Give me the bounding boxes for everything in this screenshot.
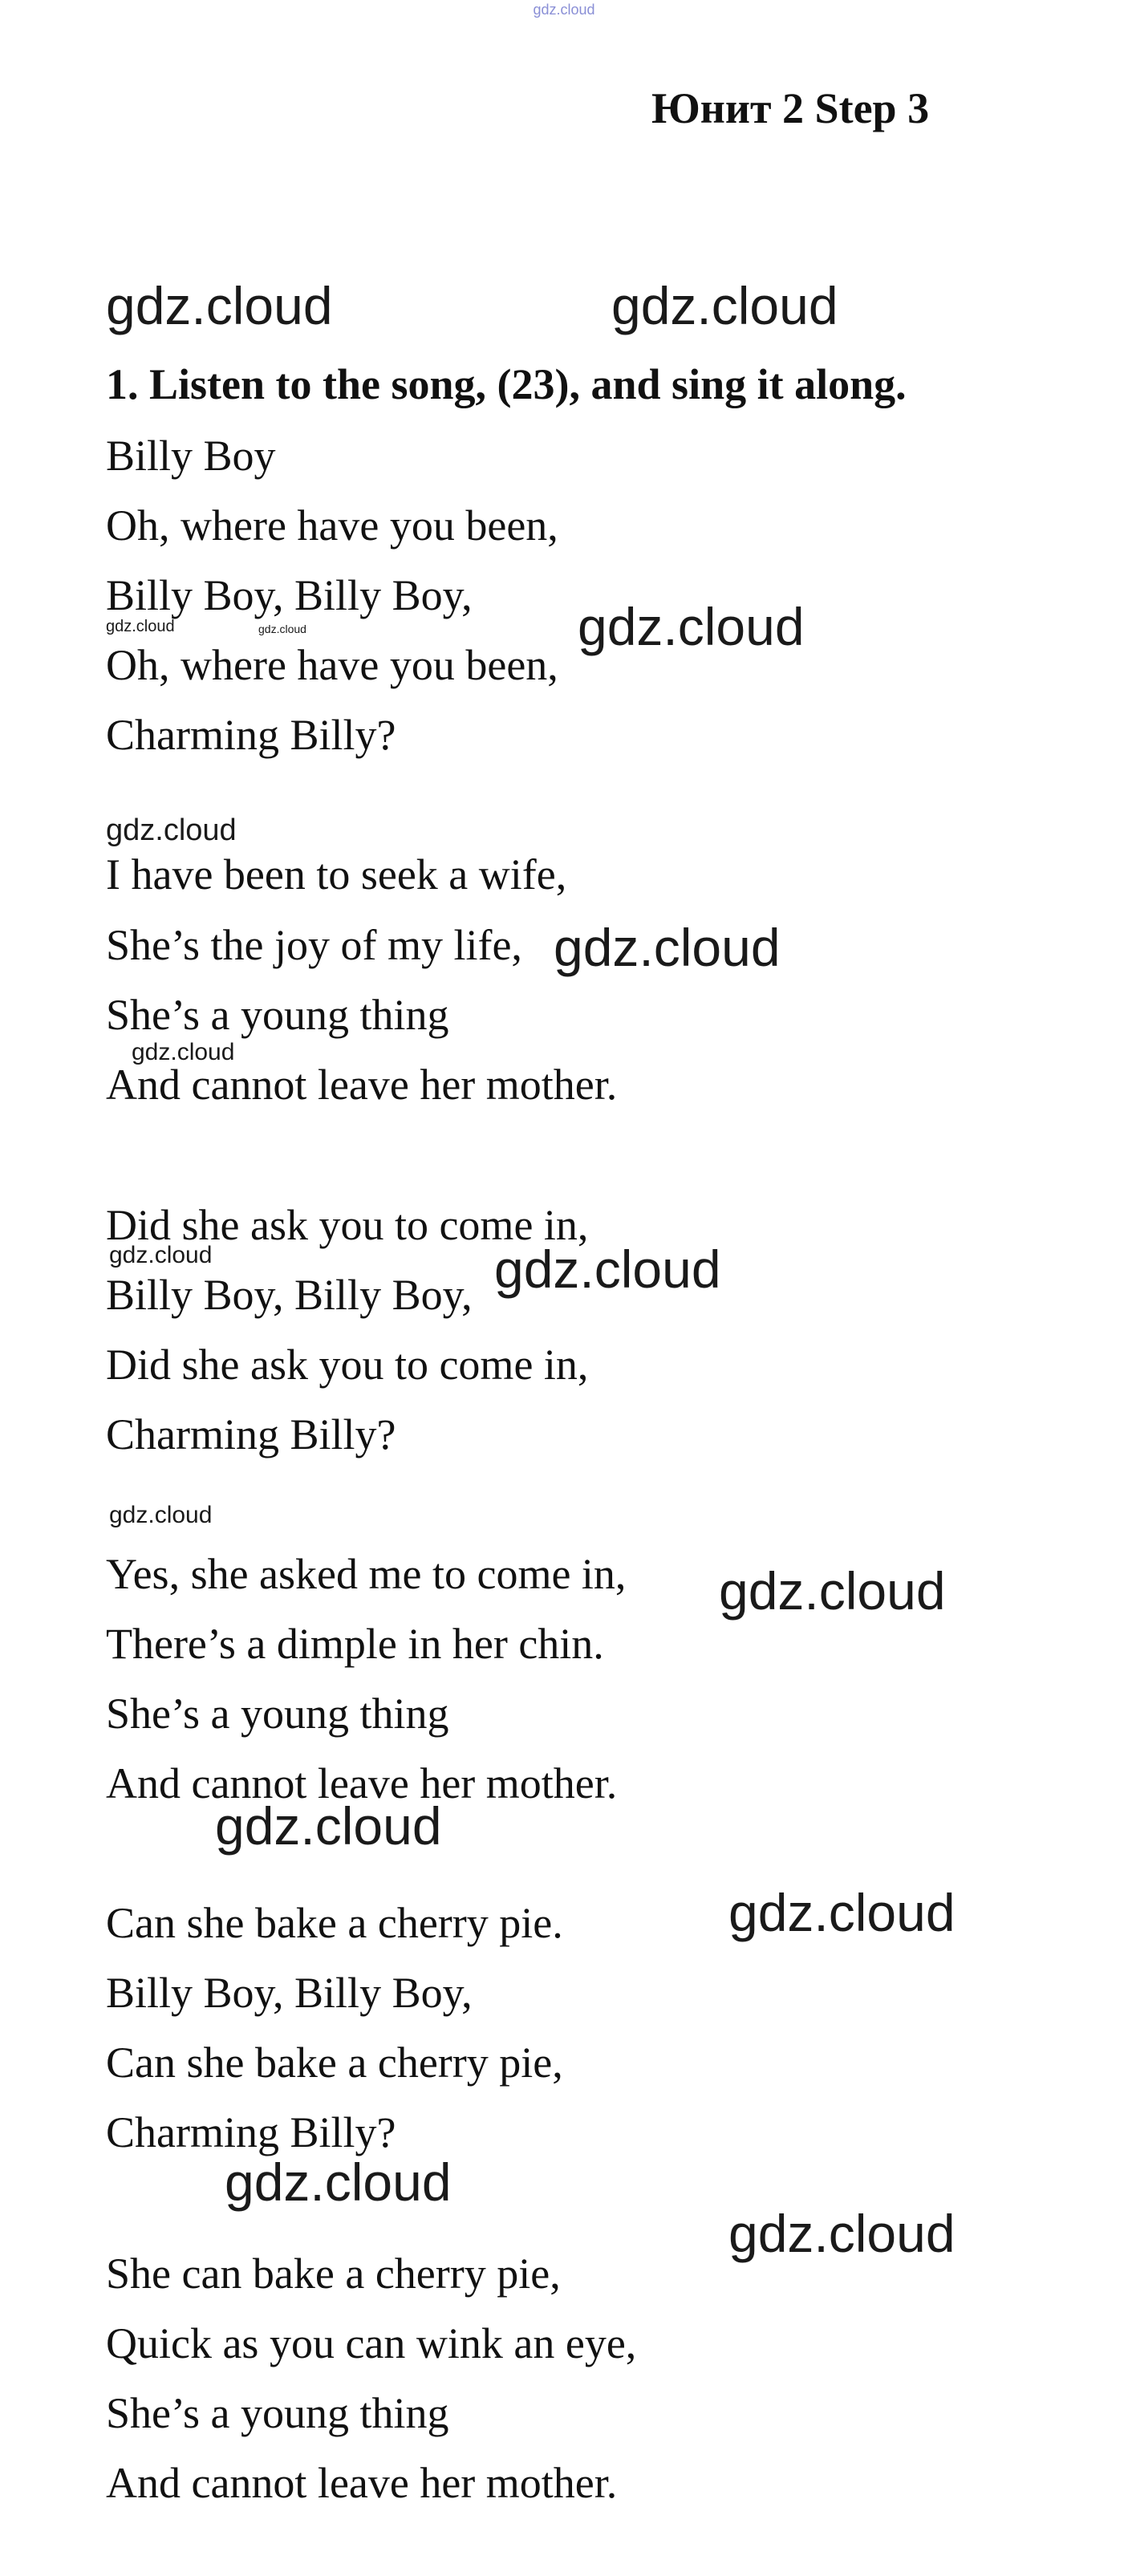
song-line: Charming Billy? (106, 711, 396, 759)
song-line: And cannot leave her mother. (106, 1061, 618, 1109)
watermark: gdz.cloud (494, 1239, 721, 1299)
watermark: gdz.cloud (225, 2152, 452, 2212)
watermark: gdz.cloud (611, 276, 838, 335)
song-line: Billy Boy, Billy Boy, (106, 571, 473, 619)
song-line: Oh, where have you been, (106, 501, 558, 550)
watermark: gdz.cloud (106, 276, 333, 335)
watermark: gdz.cloud (215, 1796, 442, 1856)
song-line: She’s a young thing (106, 2389, 449, 2437)
watermark: gdz.cloud (258, 623, 306, 635)
watermark: gdz.cloud (109, 1242, 213, 1268)
song-line: She’s a young thing (106, 1690, 449, 1738)
song-line: Did she ask you to come in, (106, 1341, 589, 1389)
song-line: She’s the joy of my life, (106, 921, 522, 969)
watermark: gdz.cloud (728, 1883, 956, 1942)
top-watermark: gdz.cloud (533, 2, 595, 18)
song-line: Can she bake a cherry pie. (106, 1899, 563, 1947)
watermark: gdz.cloud (554, 918, 781, 977)
song-line: She’s a young thing (106, 991, 449, 1039)
song-title: Billy Boy (106, 432, 276, 480)
song-line: Yes, she asked me to come in, (106, 1550, 627, 1598)
watermark: gdz.cloud (578, 597, 805, 656)
watermark: gdz.cloud (106, 618, 175, 635)
song-line: She can bake a cherry pie, (106, 2249, 561, 2298)
song-line: Billy Boy, Billy Boy, (106, 1271, 473, 1319)
watermark: gdz.cloud (106, 813, 237, 847)
watermark: gdz.cloud (728, 2204, 956, 2263)
watermark: gdz.cloud (109, 1502, 213, 1528)
song-line: And cannot leave her mother. (106, 1759, 618, 1807)
song-line: Oh, where have you been, (106, 641, 558, 689)
song-line: Billy Boy, Billy Boy, (106, 1969, 473, 2017)
watermark: gdz.cloud (719, 1561, 946, 1621)
song-line: Quick as you can wink an eye, (106, 2319, 637, 2367)
song-line: Can she bake a cherry pie, (106, 2038, 563, 2087)
song-line: Charming Billy? (106, 1410, 396, 1458)
task-title: 1. Listen to the song, (23), and sing it along. (106, 360, 907, 408)
song-line: Charming Billy? (106, 2108, 396, 2156)
song-line: I have been to seek a wife, (106, 850, 567, 899)
watermark: gdz.cloud (132, 1039, 235, 1065)
song-line: There’s a dimple in her chin. (106, 1620, 604, 1668)
song-line: Did she ask you to come in, (106, 1201, 589, 1249)
page-title: Юнит 2 Step 3 (651, 84, 930, 132)
song-line: And cannot leave her mother. (106, 2459, 618, 2507)
